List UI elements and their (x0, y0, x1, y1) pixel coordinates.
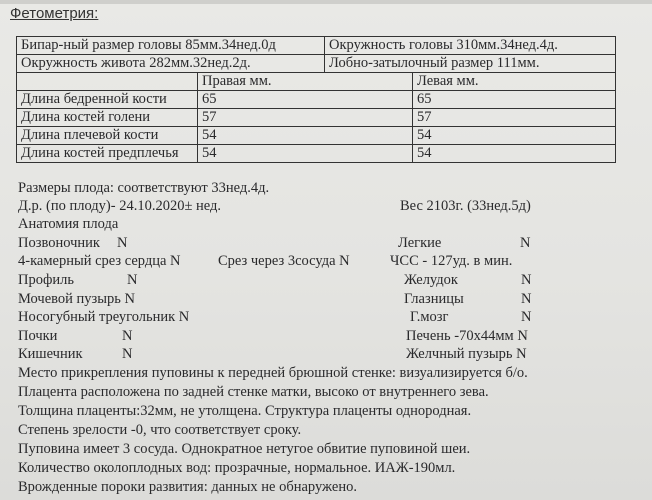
fetal-size-line: Размеры плода: соответствуют 33нед.4д. (18, 180, 270, 196)
table-cell: Бипар-ный размер головы 85мм.34нед.0д (17, 37, 325, 55)
table-header-cell: Правая мм. (198, 73, 413, 91)
weight-line: Вес 2103г. (33нед.5д) (400, 198, 531, 214)
orbits-value: N (521, 291, 532, 307)
table-header-cell (17, 73, 198, 91)
bladder-line: Мочевой пузырь N (18, 291, 135, 307)
table-cell: 54 (413, 127, 616, 145)
gallbladder-line: Желчный пузырь N (406, 346, 527, 362)
table-cell: Длина костей голени (17, 109, 198, 127)
table-cell: 54 (198, 145, 413, 163)
heart-line: 4-камерный срез сердца N (18, 253, 181, 269)
table-cell: 54 (198, 127, 413, 145)
profile-label: Профиль (18, 272, 74, 288)
table-cell: Длина костей предплечья (17, 145, 198, 163)
page-top-edge (0, 0, 652, 4)
stomach-value: N (521, 272, 532, 288)
lungs-value: N (520, 235, 531, 251)
heart-rate-line: ЧСС - 127уд. в мин. (390, 253, 513, 269)
table-cell: 65 (198, 91, 413, 109)
table-cell: 57 (413, 109, 616, 127)
table-header-cell: Левая мм. (413, 73, 616, 91)
due-date-line: Д.р. (по плоду)- 24.10.2020± нед. (18, 198, 222, 214)
table-cell: Лобно-затылочный размер 111мм. (325, 55, 616, 73)
kidneys-value: N (122, 328, 133, 344)
table-cell: 57 (198, 109, 413, 127)
section-title: Фетометрия: (10, 5, 99, 22)
brain-value: N (521, 309, 532, 325)
spine-label: Позвоночник (18, 235, 100, 251)
brain-label: Г.мозг (410, 309, 449, 325)
bowel-label: Кишечник (18, 346, 83, 362)
spine-value: N (117, 235, 128, 251)
bowel-value: N (122, 346, 133, 362)
table-cell: Длина бедренной кости (17, 91, 198, 109)
table-row (17, 109, 616, 127)
kidneys-label: Почки (18, 328, 58, 344)
malformations-line: Врожденные пороки развития: данных не обнаружено. (18, 479, 357, 495)
table-row (17, 127, 616, 145)
placenta-location-line: Плацента расположена по задней стенке матки, высоко от внутреннего зева. (18, 384, 489, 400)
umbilical-cord-line: Пуповина имеет 3 сосуда. Однократное нетугое обвитие пуповиной шеи. (18, 441, 471, 457)
bones-table (16, 72, 616, 163)
table-cell: 65 (413, 91, 616, 109)
liver-line: Печень -70х44мм N (406, 328, 528, 344)
biometry-table (16, 36, 616, 73)
table-cell: Длина плечевой кости (17, 127, 198, 145)
anatomy-title: Анатомия плода (18, 216, 119, 232)
profile-value: N (127, 272, 138, 288)
stomach-label: Желудок (404, 272, 458, 288)
table-cell: 54 (413, 145, 616, 163)
lungs-label: Легкие (398, 235, 442, 251)
table-row (17, 145, 616, 163)
vessels-line: Срез через 3сосуда N (218, 253, 350, 269)
orbits-label: Глазницы (404, 291, 464, 307)
table-row (17, 91, 616, 109)
maturity-line: Степень зрелости -0, что соответствует сроку. (18, 422, 302, 438)
table-cell: Окружность головы 310мм.34нед.4д. (325, 37, 616, 55)
table-header-row (17, 73, 616, 91)
table-row (17, 37, 616, 55)
table-row (17, 55, 616, 73)
amniotic-fluid-line: Количество околоплодных вод: прозрачные, нормальное. ИАЖ-190мл. (18, 460, 456, 476)
placenta-thickness-line: Толщина плаценты:32мм, не утолщена. Структура плаценты однородная. (18, 403, 472, 419)
table-cell: Окружность живота 282мм.32нед.2д. (17, 55, 325, 73)
nasolabial-line: Носогубный треугольник N (18, 309, 190, 325)
cord-insertion-line: Место прикрепления пуповины к передней брюшной стенке: визуализируется б/о. (18, 365, 528, 381)
